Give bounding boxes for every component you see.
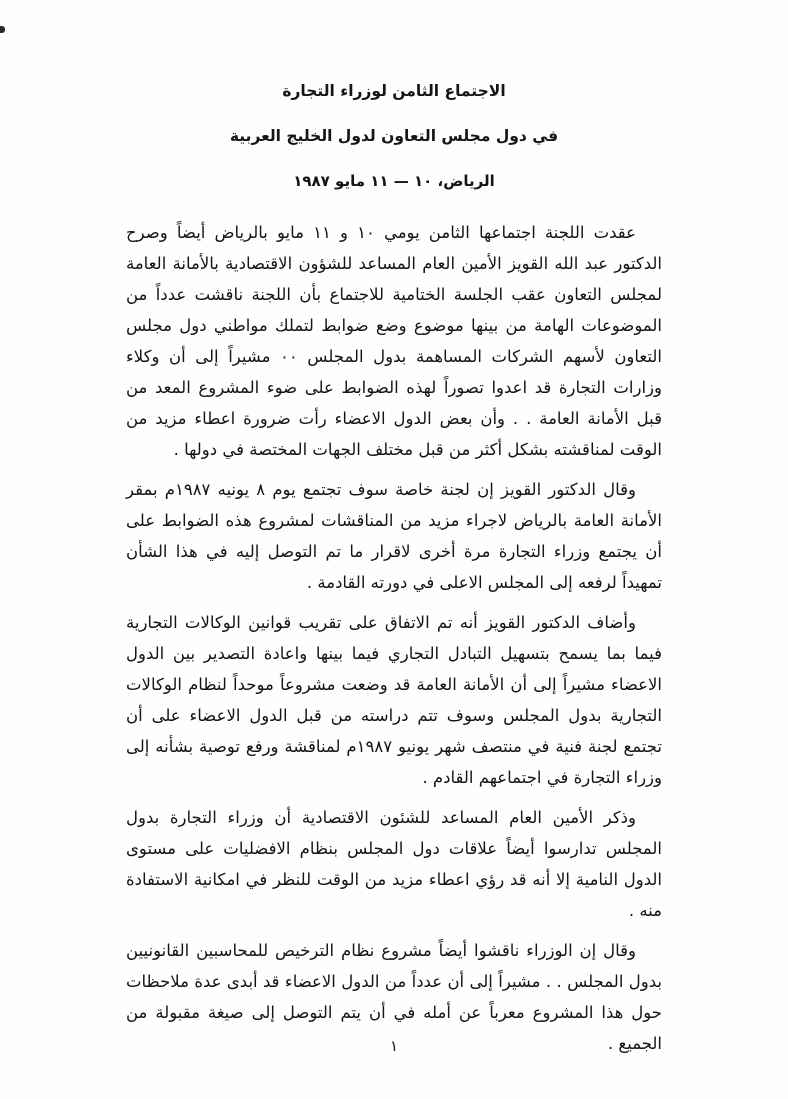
scan-artifact [0, 26, 5, 33]
paragraph-5: وقال إن الوزراء ناقشوا أيضاً مشروع نظام الترخيص للمحاسبين القانونيين بدول المجلس . . مشيراً إلى أن عدداً من الدول الاعضاء قد أبدى عدة ملاحظات حول هذا المشروع معرباً عن أمله في أن يتم التوصل إلى صيغة مقبولة من الجميع . [126, 941, 662, 1053]
page-footer [0, 1037, 788, 1055]
document-date-line: الرياض، ١٠ — ١١ مايو ١٩٨٧ [293, 172, 495, 190]
paragraph-4: وذكر الأمين العام المساعد للشئون الاقتصادية أن وزراء التجارة بدول المجلس تدارسوا أيضاً علاقات دول المجلس بنظام الافضليات على مستوى الدول النامية إلا أنه قد رؤي اعطاء مزيد من الوقت للنظر في امكانية الاستفادة منه . [126, 808, 662, 920]
document-body [126, 217, 662, 1059]
document-subtitle: في دول مجلس التعاون لدول الخليج العربية [229, 127, 559, 145]
document-title: الاجتماع الثامن لوزراء التجارة [282, 82, 506, 100]
paragraph-1: عقدت اللجنة اجتماعها الثامن يومي ١٠ و ١١ مايو بالرياض أيضاً وصرح الدكتور عبد الله القويز الأمين العام المساعد للشؤون الاقتصادية بالأمانة العامة لمجلس التعاون عقب الجلسة الختامية للاجتماع بأن اللجنة ناقشت عدداً من الموضوعات الهامة من بينها موضوع وضع ضوابط لتملك مواطني دول مجلس التعاون لأسهم الشركات المساهمة بدول المجلس ٠٠ مشيراً إلى أن وكلاء وزارات التجارة قد اعدوا تصوراً لهذه الضوابط على ضوء المشروع المعد من قبل الأمانة العامة . . وأن بعض الدول الاعضاء رأت ضرورة اعطاء مزيد من الوقت لمناقشته بشكل أكثر من قبل مختلف الجهات المختصة في دولها . [126, 223, 662, 459]
paragraph-2: وقال الدكتور القويز إن لجنة خاصة سوف تجتمع يوم ٨ يونيه ١٩٨٧م بمقر الأمانة العامة بالرياض لاجراء مزيد من المناقشات لمشروع هذه الضوابط على أن يجتمع وزراء التجارة مرة أخرى لاقرار ما تم التوصل إليه في هذا الشأن تمهيداً لرفعه إلى المجلس الاعلى في دورته القادمة . [126, 480, 662, 592]
page-number: ١ [389, 1037, 399, 1055]
paragraph-3: وأضاف الدكتور القويز أنه تم الاتفاق على تقريب قوانين الوكالات التجارية فيما بما يسمح بتسهيل التبادل التجاري فيما بينها واعادة التصدير بين الدول الاعضاء مشيراً إلى أن الأمانة العامة قد وضعت مشروعاً موحداً لنظام الوكالات التجارية بدول المجلس وسوف تتم دراسته من قبل الدول الاعضاء على أن تجتمع لجنة فنية في منتصف شهر يونيو ١٩٨٧م لمناقشة ورفع توصية بشأنه إلى وزراء التجارة في اجتماعهم القادم . [126, 613, 662, 787]
document-header [0, 0, 788, 190]
